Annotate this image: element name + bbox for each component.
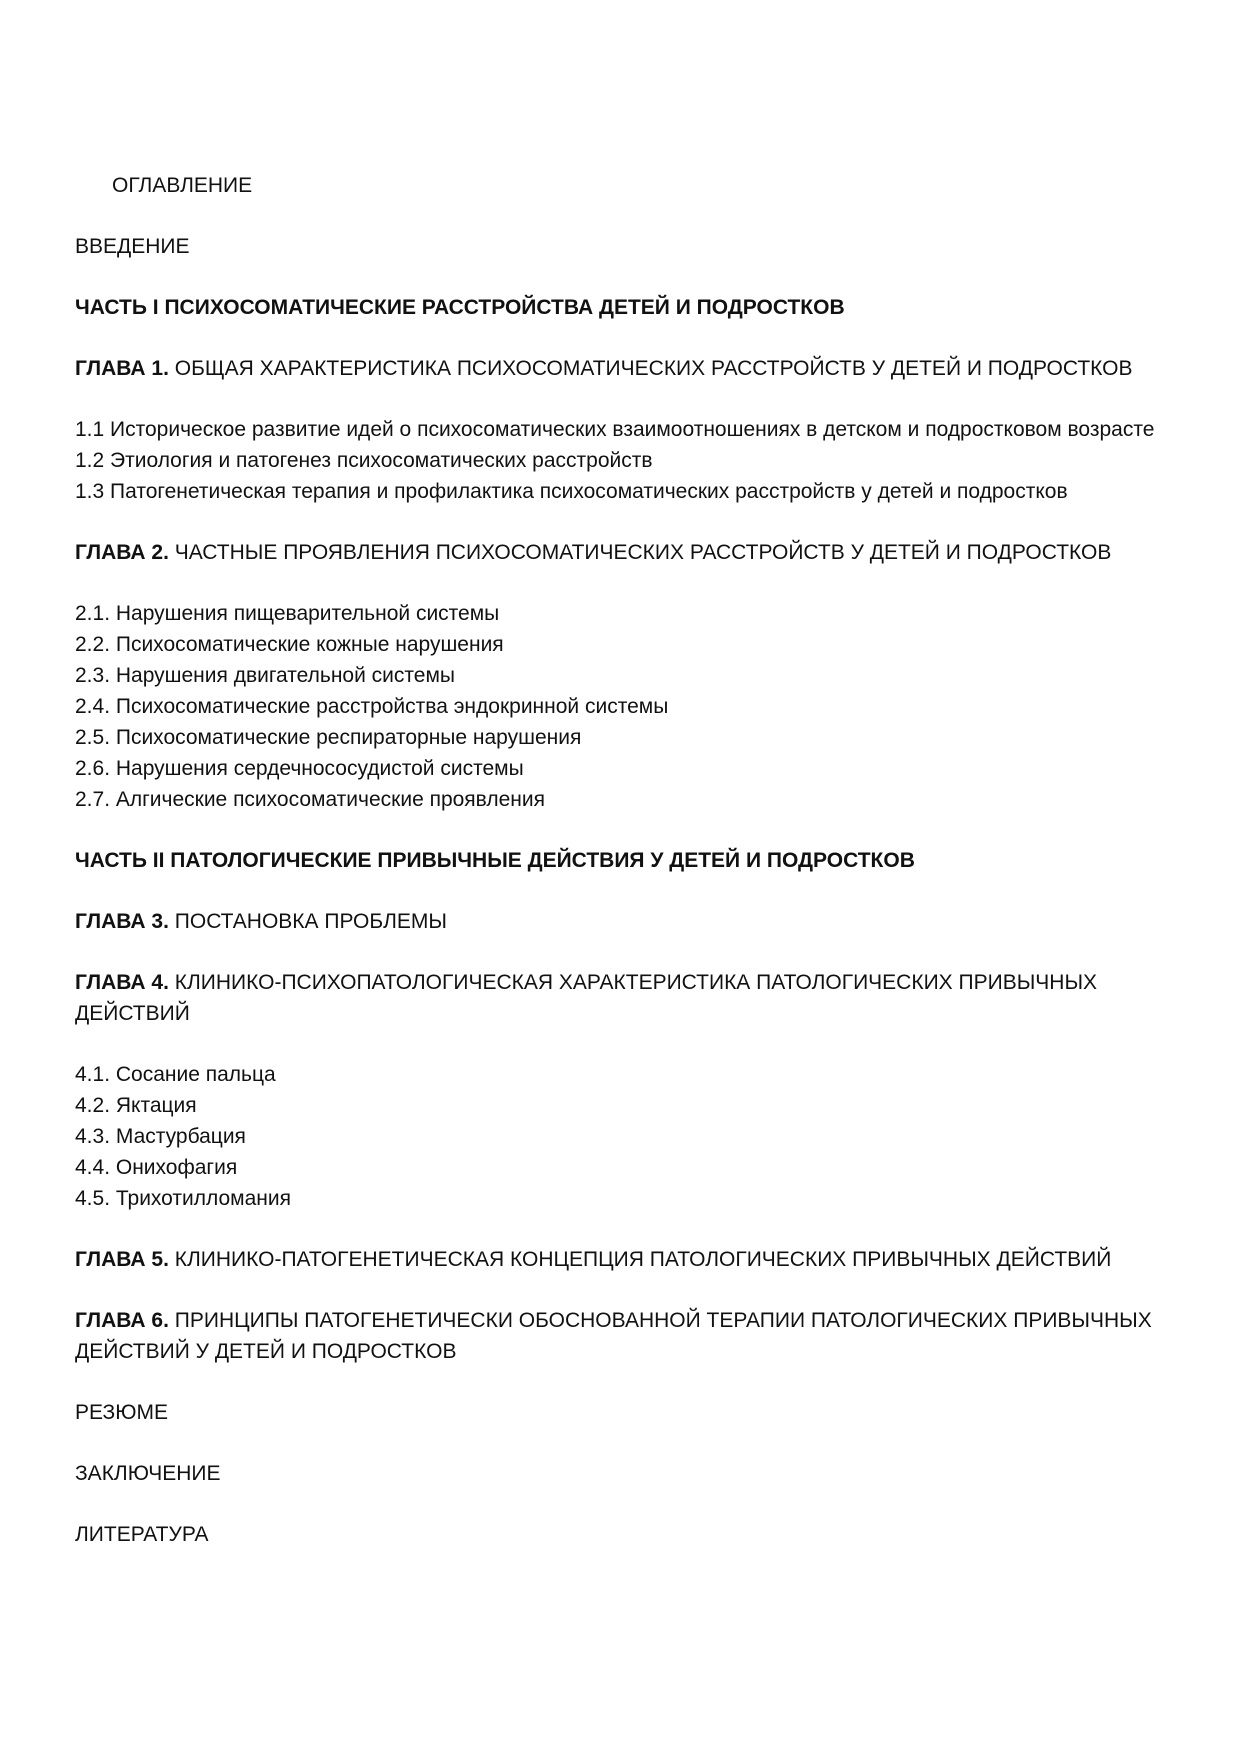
toc-section: 4.1. Сосание пальца [75, 1063, 276, 1086]
chapter-number: ГЛАВА 1. [75, 357, 169, 380]
toc-title: ОГЛАВЛЕНИЕ [112, 174, 253, 197]
toc-chapter-1 [75, 353, 1175, 384]
toc-section: 2.3. Нарушения двигательной системы [75, 664, 455, 687]
toc-chapter-3 [75, 906, 1175, 937]
toc-section: 1.3 Патогенетическая терапия и профилактика психосоматических расстройств у детей и подростков [75, 480, 1068, 503]
toc-section: 4.2. Яктация [75, 1094, 197, 1117]
toc-entry-summary: РЕЗЮМЕ [75, 1401, 168, 1424]
chapter-title: ПОСТАНОВКА ПРОБЛЕМЫ [174, 910, 448, 933]
toc-section: 2.4. Психосоматические расстройства эндокринной системы [75, 695, 669, 718]
chapter-number: ГЛАВА 6. [75, 1309, 169, 1332]
toc-section: 1.1 Историческое развитие идей о психосоматических взаимоотношениях в детском и подростковом возрасте [75, 418, 1155, 441]
toc-part-2: ЧАСТЬ II ПАТОЛОГИЧЕСКИЕ ПРИВЫЧНЫЕ ДЕЙСТВИЯ У ДЕТЕЙ И ПОДРОСТКОВ [75, 849, 915, 872]
toc-chapter-2 [75, 537, 1175, 568]
toc-part-1: ЧАСТЬ I ПСИХОСОМАТИЧЕСКИЕ РАССТРОЙСТВА ДЕТЕЙ И ПОДРОСТКОВ [75, 296, 845, 319]
chapter-number: ГЛАВА 3. [75, 910, 169, 933]
toc-section: 2.1. Нарушения пищеварительной системы [75, 602, 500, 625]
toc-section: 2.5. Психосоматические респираторные нарушения [75, 726, 582, 749]
toc-section: 2.7. Алгические психосоматические проявления [75, 788, 545, 811]
table-of-contents [75, 170, 1175, 1580]
chapter-1-sections [75, 414, 1175, 507]
chapter-title: ЧАСТНЫЕ ПРОЯВЛЕНИЯ ПСИХОСОМАТИЧЕСКИХ РАССТРОЙСТВ У ДЕТЕЙ И ПОДРОСТКОВ [174, 541, 1112, 564]
chapter-number: ГЛАВА 2. [75, 541, 169, 564]
chapter-title: ПРИНЦИПЫ ПАТОГЕНЕТИЧЕСКИ ОБОСНОВАННОЙ ТЕРАПИИ ПАТОЛОГИЧЕСКИХ ПРИВЫЧНЫХ ДЕЙСТВИЙ У ДЕТЕЙ И ПОДРОСТКОВ [75, 1309, 1152, 1363]
toc-chapter-6 [75, 1305, 1175, 1367]
toc-section: 4.5. Трихотилломания [75, 1187, 291, 1210]
chapter-2-sections [75, 598, 1175, 815]
toc-chapter-4 [75, 967, 1175, 1029]
toc-entry-introduction: ВВЕДЕНИЕ [75, 235, 190, 258]
toc-section: 1.2 Этиология и патогенез психосоматических расстройств [75, 449, 653, 472]
toc-entry-conclusion: ЗАКЛЮЧЕНИЕ [75, 1462, 221, 1485]
chapter-title: ОБЩАЯ ХАРАКТЕРИСТИКА ПСИХОСОМАТИЧЕСКИХ РАССТРОЙСТВ У ДЕТЕЙ И ПОДРОСТКОВ [174, 357, 1133, 380]
toc-section: 4.4. Онихофагия [75, 1156, 238, 1179]
chapter-title: КЛИНИКО-ПАТОГЕНЕТИЧЕСКАЯ КОНЦЕПЦИЯ ПАТОЛОГИЧЕСКИХ ПРИВЫЧНЫХ ДЕЙСТВИЙ [174, 1248, 1112, 1271]
chapter-4-sections [75, 1059, 1175, 1214]
toc-section: 2.6. Нарушения сердечнососудистой системы [75, 757, 524, 780]
toc-section: 2.2. Психосоматические кожные нарушения [75, 633, 504, 656]
toc-chapter-5 [75, 1244, 1175, 1275]
toc-section: 4.3. Мастурбация [75, 1125, 246, 1148]
chapter-number: ГЛАВА 5. [75, 1248, 169, 1271]
chapter-number: ГЛАВА 4. [75, 971, 169, 994]
toc-entry-references: ЛИТЕРАТУРА [75, 1523, 209, 1546]
chapter-title: КЛИНИКО-ПСИХОПАТОЛОГИЧЕСКАЯ ХАРАКТЕРИСТИКА ПАТОЛОГИЧЕСКИХ ПРИВЫЧНЫХ ДЕЙСТВИЙ [75, 971, 1098, 1025]
